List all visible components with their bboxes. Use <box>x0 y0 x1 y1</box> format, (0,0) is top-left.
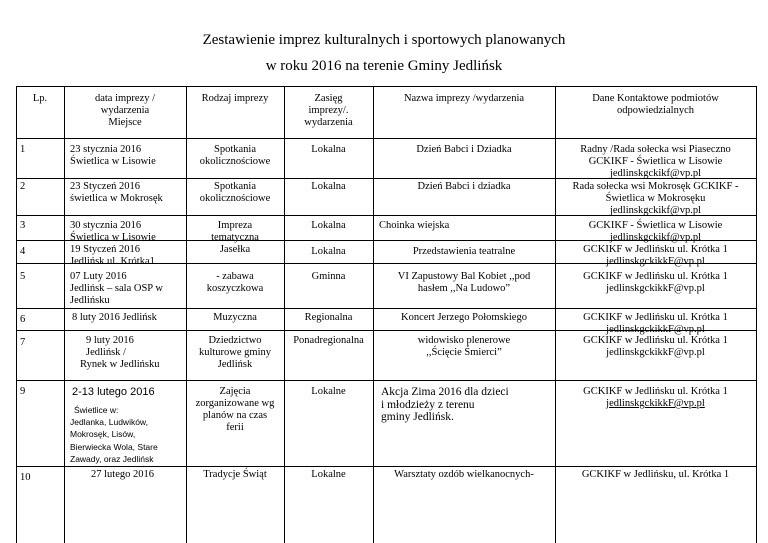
table-rule <box>16 466 756 467</box>
table-rule <box>16 138 756 139</box>
row-contacts: GCKIKF w Jedlińsku ul. Krótka 1 jedlinskgckikkF@vp.pl <box>583 271 728 294</box>
row-lp: 9 <box>20 386 26 397</box>
row-event-name: widowisko plenerowe ,,Ścięcie Śmierci” <box>417 335 511 358</box>
row-contacts: GCKIKF w Jedlińsku ul. Krótka 1 jedlinskgckikkF@vp.pl <box>583 335 728 358</box>
row-type: Muzyczna <box>213 312 257 323</box>
row-type: Spotkania okolicznościowe <box>199 144 271 167</box>
row-lp: 3 <box>20 220 26 231</box>
row-date: 9 luty 2016 Jedlińsk / Rynek w Jedlińsku <box>80 335 160 370</box>
row-date: 23 stycznia 2016 Świetlica w Lisowie <box>70 144 156 167</box>
table-rule <box>16 380 756 381</box>
row-contacts: GCKIKF w Jedlińsku ul. Krótka 1 jedlinskgckikkF@vp.pl <box>583 244 728 267</box>
row-type: Zajęcia zorganizowane wg planów na czas ferii <box>195 386 275 433</box>
row-event-name: Koncert Jerzego Połomskiego <box>401 312 527 323</box>
row-contacts: Rada sołecka wsi Mokrosęk GCKIKF - Świetlica w Mokrosęku jedlinskgckikf@vp.pl <box>572 181 739 216</box>
header-contacts: Dane Kontaktowe podmiotów odpowiedzialnych <box>592 93 719 116</box>
row-date: 2-13 lutego 2016 <box>72 386 155 398</box>
row-lp: 6 <box>20 314 26 325</box>
row-lp: 5 <box>20 271 26 282</box>
row-event-name: Warsztaty ozdób wielkanocnych- <box>394 469 534 480</box>
row-range: Lokalne <box>311 386 346 397</box>
row-type: Spotkania okolicznościowe <box>199 181 271 204</box>
row-event-name: Akcja Zima 2016 dla dzieci i młodzieży z terenu gminy Jedlińsk. <box>381 386 509 423</box>
row-range: Lokalna <box>311 246 346 257</box>
header-date: data imprezy / wydarzenia Miejsce <box>94 93 156 128</box>
row-type: Jasełka <box>219 244 251 255</box>
row-lp: 2 <box>20 181 26 192</box>
row-date: 30 stycznia 2016 Świetlica w Lisowie <box>70 220 156 243</box>
table-rule <box>16 86 756 87</box>
row-lp: 7 <box>20 337 26 348</box>
row-date: 19 Styczeń 2016 Jedlińsk ul. Krótka1 <box>70 244 155 267</box>
row-contacts: GCKIKF - Świetlica w Lisowie jedlinskgckikf@vp.pl <box>588 220 723 243</box>
row-event-name: Dzień Babci i Dziadka <box>416 144 512 155</box>
header-range: Zasięg imprezy/. wydarzenia <box>304 93 353 128</box>
document-title-line-1: Zestawienie imprez kulturalnych i sportowych planowanych <box>202 32 566 48</box>
row-type: Tradycje Świąt <box>203 469 267 480</box>
header-lp: Lp. <box>32 93 48 104</box>
row-range: Lokalna <box>311 181 346 192</box>
row-date: 23 Styczeń 2016 świetlica w Mokrosęk <box>70 181 163 204</box>
document-title-line-2: w roku 2016 na terenie Gminy Jedlińsk <box>265 58 503 74</box>
row-lp: 10 <box>20 472 31 483</box>
row-lp: 4 <box>20 246 26 257</box>
row-range: Lokalna <box>311 144 346 155</box>
row-type: Dziedzictwo kulturowe gminy Jedlińsk <box>198 335 272 370</box>
row-range: Gminna <box>311 271 346 282</box>
row-contacts: Radny /Rada sołecka wsi Piaseczno GCKIKF - Świetlica w Lisowie jedlinskgckikf@vp.pl <box>580 144 731 179</box>
row-date: 07 Luty 2016 Jedlińsk – sala OSP w Jedlińsku <box>70 271 163 306</box>
row-event-name: Dzień Babci i dziadka <box>417 181 511 192</box>
header-name: Nazwa imprezy /wydarzenia <box>403 93 525 104</box>
row-lp: 1 <box>20 144 26 155</box>
row-range: Lokalna <box>311 220 346 231</box>
row-contacts: GCKIKF w Jedlińsku ul. Krótka 1 jedlinskgckikkF@vp.pl <box>583 312 728 335</box>
table-rule <box>64 86 65 543</box>
table-rule <box>16 86 17 543</box>
row-place-list: Świetlice w: Jedlanka, Ludwików, Mokrosęk, Lisów, Bierwiecka Wola, Stare Zawady, oraz Jedlińsk <box>70 405 158 464</box>
row-date: 8 luty 2016 Jedlińsk <box>72 312 157 323</box>
row-type: Impreza tematyczna <box>211 220 259 243</box>
row-range: Lokalne <box>311 469 346 480</box>
row-range: Regionalna <box>304 312 353 323</box>
table-rule <box>756 86 757 543</box>
row-event-name: Choinka wiejska <box>379 220 450 231</box>
row-range: Ponadregionalna <box>293 335 364 346</box>
row-event-name: VI Zapustowy Bal Kobiet ,,pod hasłem ,,Na Ludowo” <box>397 271 531 294</box>
row-contacts: GCKIKF w Jedlińsku ul. Krótka 1 jedlinskgckikkF@vp.pl <box>583 386 728 409</box>
row-type: - zabawa koszyczkowa <box>206 271 264 294</box>
table-rule <box>16 308 756 309</box>
row-event-name: Przedstawienia teatralne <box>412 246 516 257</box>
header-type: Rodzaj imprezy <box>201 93 269 104</box>
row-contacts: GCKIKF w Jedlińsku, ul. Krótka 1 <box>581 469 730 480</box>
row-date: 27 lutego 2016 <box>91 469 154 480</box>
